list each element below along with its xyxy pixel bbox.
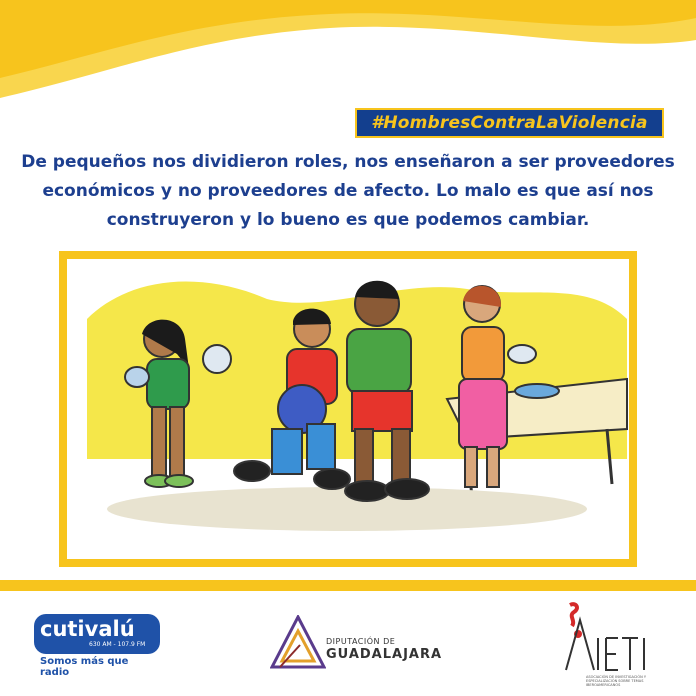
aieti-subtitle: ASOCIACIÓN DE INVESTIGACIÓN Y ESPECIALIZACIÓN SOBRE TEMAS IBEROAMERICANOS xyxy=(586,675,646,687)
cutivalu-frequency: 630 AM - 107.9 FM xyxy=(89,641,146,648)
message-text: De pequeños nos dividieron roles, nos enseñaron a ser proveedores económicos y no proveedores de afecto. Lo malo es que así nos construyeron y lo bueno es que podemos cambiar. xyxy=(21,152,675,230)
footer-divider-bar xyxy=(0,580,696,591)
illustration-frame xyxy=(59,251,637,567)
aieti-logo xyxy=(558,600,668,692)
top-wave-decoration xyxy=(0,0,696,110)
cutivalu-slogan: Somos más que radio xyxy=(40,656,129,678)
hashtag-banner: #HombresContraLaViolencia xyxy=(355,108,664,138)
aieti-emblem-icon xyxy=(558,600,668,675)
cutivalu-name: cutivalú xyxy=(40,617,135,641)
diputacion-guadalajara-logo xyxy=(270,615,443,671)
cutivalu-logo xyxy=(34,614,160,678)
diputacion-emblem-icon xyxy=(270,615,326,671)
aieti-name: AIETI xyxy=(638,630,641,631)
diputacion-line2: GUADALAJARA xyxy=(326,647,443,662)
family-household-chores-illustration xyxy=(67,259,629,559)
diputacion-line1: DIPUTACIÓN DE xyxy=(326,637,396,646)
